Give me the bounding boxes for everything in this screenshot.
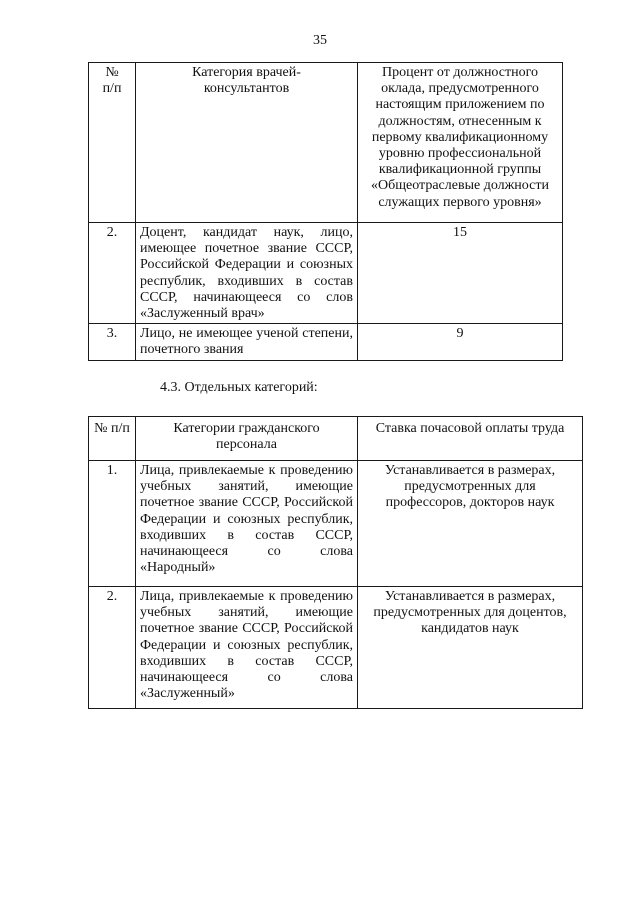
section-heading: 4.3. Отдельных категорий:: [160, 380, 318, 395]
header-num: № п/п: [89, 63, 136, 223]
row-number: 2.: [89, 223, 136, 324]
row-category: Лицо, не имеющее ученой степени, почетного звания: [136, 324, 358, 360]
row-category: Лица, привлекаемые к проведению учебных занятий, имеющие почетное звание СССР, Российской Федерации и союзных республик, входивших в состав СССР, начинающееся со слова «Народный»: [136, 461, 358, 587]
hourly-rate-table: [88, 416, 583, 709]
table-header-row: [89, 63, 563, 223]
header-num: № п/п: [89, 417, 136, 461]
row-category: Лица, привлекаемые к проведению учебных занятий, имеющие почетное звание СССР, Российской Федерации и союзных республик, входивших в состав СССР, начинающееся со слова «Заслуженный»: [136, 587, 358, 709]
header-category: Категории гражданского персонала: [136, 417, 358, 461]
row-number: 1.: [89, 461, 136, 587]
row-rate: Устанавливается в размерах, предусмотренных для профессоров, докторов наук: [358, 461, 583, 587]
page-number: 35: [313, 33, 327, 48]
table-row: [89, 324, 563, 360]
header-category: Категория врачей-консультантов: [136, 63, 358, 223]
table-header-row: [89, 417, 583, 461]
header-percent: Процент от должностного оклада, предусмотренного настоящим приложением по должностям, отнесенным к первому квалификационному уровню профессиональной квалификационной группы «Общеотраслевые должности служащих первого уровня»: [358, 63, 563, 223]
row-percent-value: 9: [358, 324, 563, 360]
table-row: [89, 223, 563, 324]
row-rate: Устанавливается в размерах, предусмотренных для доцентов, кандидатов наук: [358, 587, 583, 709]
table-row: [89, 587, 583, 709]
header-rate: Ставка почасовой оплаты труда: [358, 417, 583, 461]
row-number: 2.: [89, 587, 136, 709]
consultant-surcharge-table: [88, 62, 563, 361]
row-percent-value: 15: [358, 223, 563, 324]
table-row: [89, 461, 583, 587]
row-category: Доцент, кандидат наук, лицо, имеющее почетное звание СССР, Российской Федерации и союзных республик, входивших в состав СССР, начинающееся со слов «Заслуженный врач»: [136, 223, 358, 324]
row-number: 3.: [89, 324, 136, 360]
